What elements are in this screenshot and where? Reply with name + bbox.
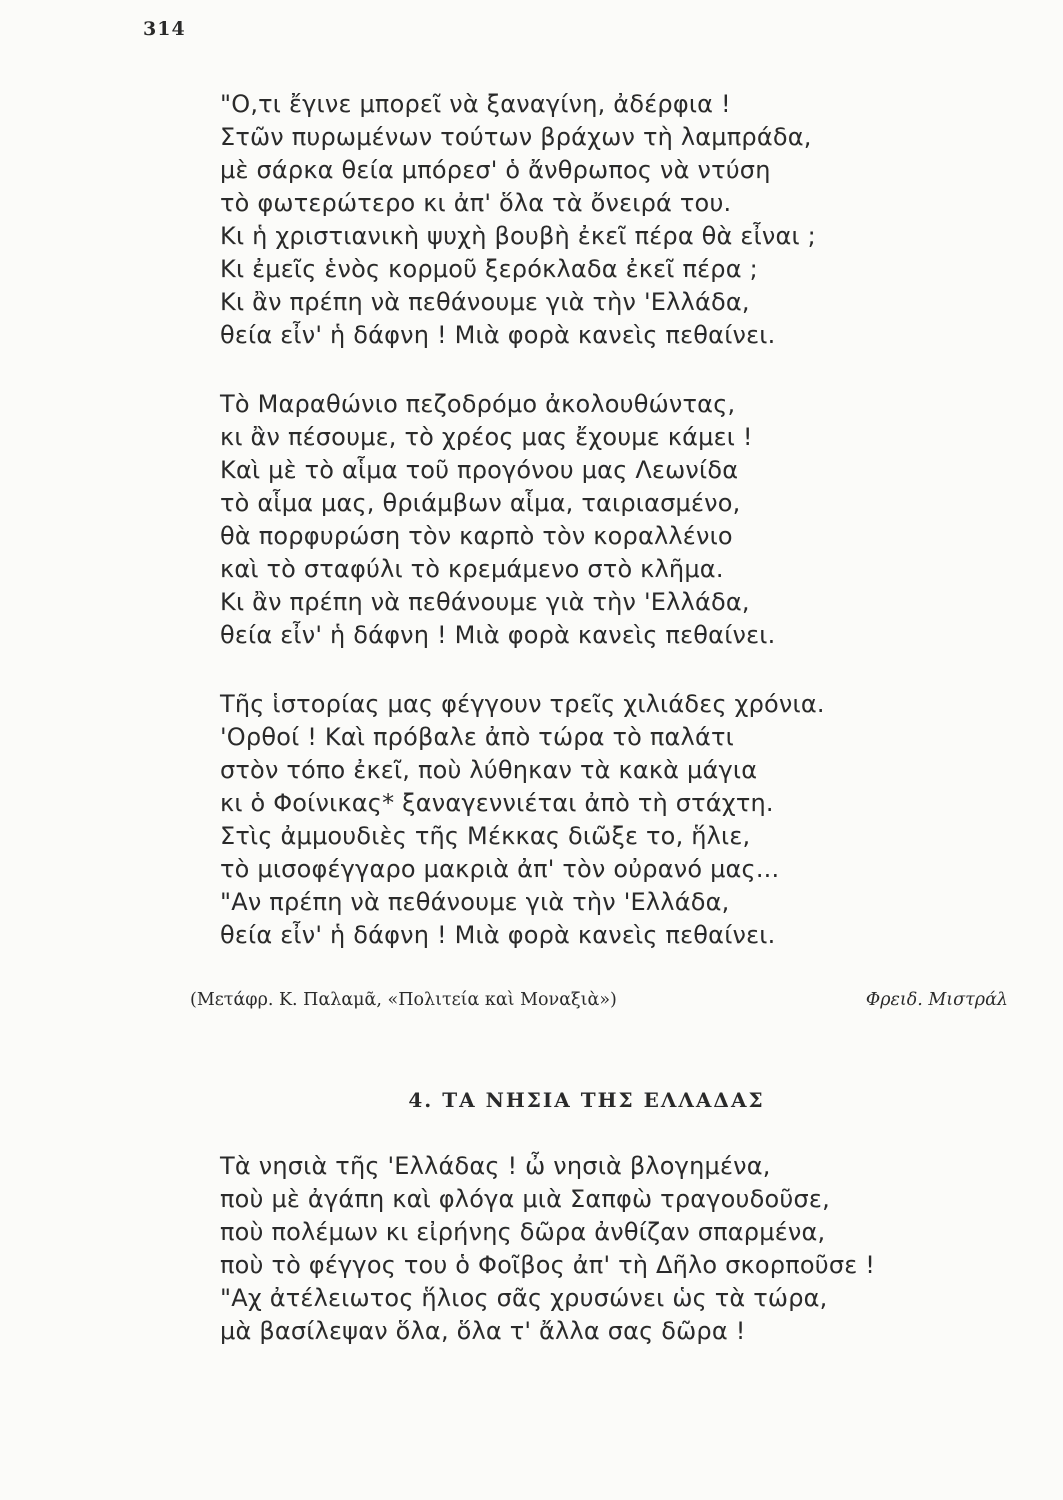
verse-line: μὲ σάρκα θεία μπόρεσ' ὁ ἄνθρωπος νὰ ντύση: [220, 156, 771, 184]
verse-line: κι ἂν πέσουμε, τὸ χρέος μας ἔχουμε κάμει !: [220, 423, 753, 451]
verse-line: 'Ορθοί ! Καὶ πρόβαλε ἀπὸ τώρα τὸ παλάτι: [220, 723, 734, 751]
page-number: 314: [143, 18, 186, 40]
verse-line: Τὸ Μαραθώνιο πεζοδρόμο ἀκολουθώντας,: [220, 390, 736, 418]
verse-line: μὰ βασίλεψαν ὅλα, ὅλα τ' ἄλλα σας δῶρα !: [220, 1317, 746, 1345]
verse-line: τὸ μισοφέγγαρο μακριὰ ἀπ' τὸν οὐρανό μας...: [220, 855, 780, 883]
verse-line: "Αν πρέπη νὰ πεθάνουμε γιὰ τὴν 'Ελλάδα,: [220, 888, 730, 916]
translation-note: (Μετάφρ. Κ. Παλαμᾶ, «Πολιτεία καὶ Μοναξιὰ»): [190, 990, 617, 1010]
verse-line: Καὶ μὲ τὸ αἷμα τοῦ προγόνου μας Λεωνίδα: [220, 456, 739, 484]
verse-line: ποὺ πολέμων κι εἰρήνης δῶρα ἀνθίζαν σπαρμένα,: [220, 1218, 826, 1246]
poem-stanza-2: [220, 388, 775, 652]
verse-line: "Ο,τι ἔγινε μπορεῖ νὰ ξαναγίνη, ἀδέρφια !: [220, 90, 731, 118]
attribution: [190, 990, 1008, 1010]
verse-line: θεία εἶν' ἡ δάφνη ! Μιὰ φορὰ κανεὶς πεθαίνει.: [220, 321, 776, 349]
verse-line: καὶ τὸ σταφύλι τὸ κρεμάμενο στὸ κλῆμα.: [220, 555, 724, 583]
verse-line: ποὺ τὸ φέγγος του ὁ Φοῖβος ἀπ' τὴ Δῆλο σκορποῦσε !: [220, 1251, 876, 1279]
section-title: 4. ΤΑ ΝΗΣΙΑ ΤΗΣ ΕΛΛΑΔΑΣ: [408, 1088, 765, 1112]
verse-line: Στῶν πυρωμένων τούτων βράχων τὴ λαμπράδα,: [220, 123, 812, 151]
verse-line: Τῆς ἱστορίας μας φέγγουν τρεῖς χιλιάδες χρόνια.: [220, 690, 825, 718]
verse-line: τὸ αἷμα μας, θριάμβων αἷμα, ταιριασμένο,: [220, 489, 741, 517]
verse-line: θὰ πορφυρώση τὸν καρπὸ τὸν κοραλλένιο: [220, 522, 733, 550]
poem-stanza-3: [220, 688, 825, 952]
author-name: Φρειδ. Μιστράλ: [865, 990, 1008, 1010]
verse-line: Στὶς ἀμμουδιὲς τῆς Μέκκας διῶξε το, ἥλιε,: [220, 822, 751, 850]
verse-line: Κι ἂν πρέπη νὰ πεθάνουμε γιὰ τὴν 'Ελλάδα,: [220, 588, 750, 616]
verse-line: θεία εἶν' ἡ δάφνη ! Μιὰ φορὰ κανεὶς πεθαίνει.: [220, 621, 776, 649]
poem-stanza-islands: [220, 1150, 875, 1348]
verse-line: τὸ φωτερώτερο κι ἀπ' ὅλα τὰ ὄνειρά του.: [220, 189, 732, 217]
poem-stanza-1: [220, 88, 816, 352]
verse-line: "Αχ ἀτέλειωτος ἥλιος σᾶς χρυσώνει ὡς τὰ τώρα,: [220, 1284, 828, 1312]
verse-line: στὸν τόπο ἐκεῖ, ποὺ λύθηκαν τὰ κακὰ μάγια: [220, 756, 758, 784]
verse-line: Κι ἡ χριστιανικὴ ψυχὴ βουβὴ ἐκεῖ πέρα θὰ εἶναι ;: [220, 222, 816, 250]
verse-line: Τὰ νησιὰ τῆς 'Ελλάδας ! ὦ νησιὰ βλογημένα,: [220, 1152, 771, 1180]
verse-line: Κι ἂν πρέπη νὰ πεθάνουμε γιὰ τὴν 'Ελλάδα,: [220, 288, 750, 316]
verse-line: Κι ἐμεῖς ἑνὸς κορμοῦ ξερόκλαδα ἐκεῖ πέρα ;: [220, 255, 758, 283]
verse-line: θεία εἶν' ἡ δάφνη ! Μιὰ φορὰ κανεὶς πεθαίνει.: [220, 921, 776, 949]
verse-line: κι ὁ Φοίνικας* ξαναγεννιέται ἀπὸ τὴ στάχτη.: [220, 789, 774, 817]
verse-line: ποὺ μὲ ἀγάπη καὶ φλόγα μιὰ Σαπφὼ τραγουδοῦσε,: [220, 1185, 830, 1213]
